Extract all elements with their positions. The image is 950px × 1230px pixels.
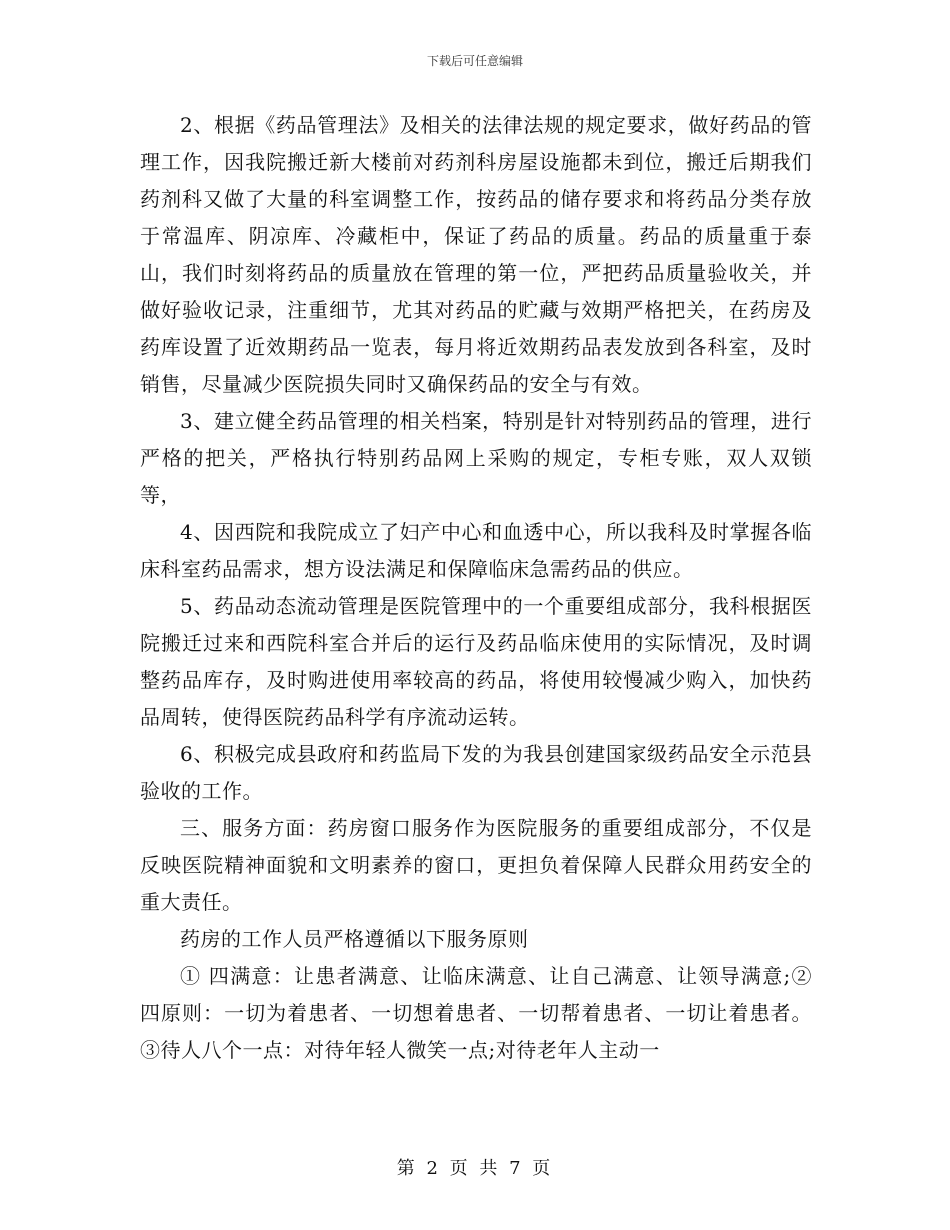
paragraph-safety-county: 6、积极完成县政府和药监局下发的为我县创建国家级药品安全示范县验收的工作。 bbox=[140, 742, 812, 803]
paragraph-clinical-supply: 4、因西院和我院成立了妇产中心和血透中心，所以我科及时掌握各临床科室药品需求，想方设法满足和保障临床急需药品的供应。 bbox=[140, 520, 812, 581]
paragraph-archives: 3、建立健全药品管理的相关档案，特别是针对特别药品的管理，进行严格的把关，严格执行特别药品网上采购的规定，专柜专账，双人双锁等， bbox=[140, 409, 812, 507]
paragraph-service-principles-intro: 药房的工作人员严格遵循以下服务原则 bbox=[180, 927, 529, 951]
page-number-footer: 第 2 页 共 7 页 bbox=[396, 1158, 554, 1179]
page-header: 下载后可任意编辑 bbox=[426, 54, 523, 68]
paragraph-service-principles: ① 四满意：让患者满意、让临床满意、让自己满意、让领导满意;② 四原则：一切为着患者、一切想着患者、一切帮着患者、一切让着患者。 ③待人八个一点：对待年轻人微笑一点;对待老年人主动一 bbox=[140, 964, 812, 1062]
paragraph-service-section: 三、服务方面：药房窗口服务作为医院服务的重要组成部分，不仅是反映医院精神面貌和文明素养的窗口，更担负着保障人民群众用药安全的重大责任。 bbox=[140, 816, 812, 914]
document-body bbox=[140, 107, 812, 1069]
paragraph-dynamic-management: 5、药品动态流动管理是医院管理中的一个重要组成部分，我科根据医院搬迁过来和西院科室合并后的运行及药品临床使用的实际情况，及时调整药品库存，及时购进使用率较高的药品，将使用较慢减少购入，加快药品周转，使得医院药品科学有序流动运转。 bbox=[140, 594, 812, 729]
paragraph-drug-management: 2、根据《药品管理法》及相关的法律法规的规定要求，做好药品的管理工作，因我院搬迁新大楼前对药剂科房屋设施都未到位，搬迁后期我们药剂科又做了大量的科室调整工作，按药品的储存要求和将药品分类存放于常温库、阴凉库、冷藏柜中，保证了药品的质量。药品的质量重于泰山，我们时刻将药品的质量放在管理的第一位，严把药品质量验收关，并做好验收记录，注重细节，尤其对药品的贮藏与效期严格把关，在药房及药库设置了近效期药品一览表，每月将近效期药品表发放到各科室，及时销售，尽量减少医院损失同时又确保药品的安全与有效。 bbox=[140, 113, 812, 396]
